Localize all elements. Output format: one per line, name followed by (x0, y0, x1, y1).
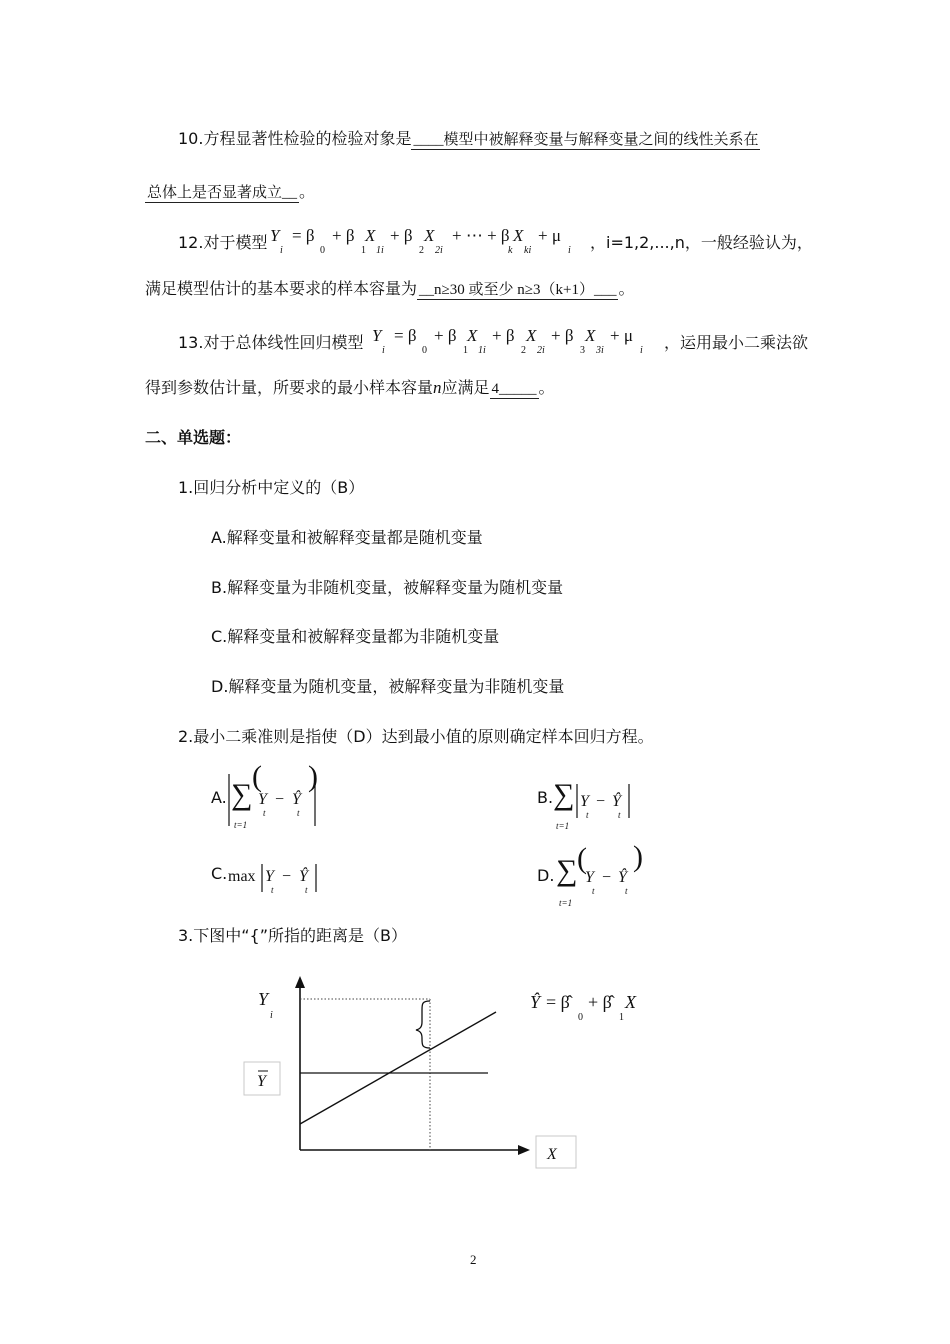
svg-text:∑: ∑ (231, 778, 253, 811)
ybar-label: Y (257, 1073, 266, 1090)
svg-text:1: 1 (463, 345, 468, 356)
svg-text:ki: ki (524, 245, 532, 256)
svg-text:−: − (602, 869, 612, 886)
y-subscript: i (270, 1010, 273, 1021)
svg-text:+ μ: + μ (610, 326, 633, 345)
svg-text:t=1: t=1 (556, 821, 570, 831)
brace-marker (416, 1001, 430, 1048)
q13-line2-suffix: 。 (538, 378, 555, 397)
svg-text:t=1: t=1 (234, 820, 248, 830)
svg-text:i: i (382, 345, 385, 356)
y-label: Y (258, 989, 269, 1009)
svg-text:3: 3 (580, 345, 585, 356)
svg-text:): ) (633, 842, 643, 873)
mc1-option-b: B.解释变量为非随机变量，被解释变量为随机变量 (211, 578, 564, 597)
svg-text:2: 2 (419, 245, 424, 256)
svg-text:+ β: + β (390, 226, 413, 245)
svg-text:i: i (280, 245, 283, 256)
mc1-option-c: C.解释变量和被解释变量都为非随机变量 (211, 627, 500, 646)
q10-suffix: 。 (299, 182, 316, 201)
q13-answer: 4_____ (491, 381, 537, 397)
svg-text:Y: Y (580, 793, 589, 810)
mc1-option-a: A.解释变量和被解释变量都是随机变量 (211, 528, 483, 547)
mc2-label-d: D. (537, 866, 555, 885)
svg-text:+ β: + β (332, 226, 355, 245)
mc2-formula-b (552, 772, 642, 834)
svg-text:+ β: + β (434, 326, 457, 345)
mc2-formula-a (226, 760, 331, 832)
svg-text:+ ⋯ + β: + ⋯ + β (452, 226, 510, 245)
svg-text:2: 2 (521, 345, 526, 356)
q13-model-formula (370, 320, 670, 360)
svg-text:X: X (513, 226, 524, 245)
q13-prefix: 13.对于总体线性回归模型 (178, 333, 364, 352)
svg-text:t: t (297, 808, 300, 818)
svg-text:0: 0 (578, 1012, 583, 1023)
svg-text:+ β̂: + β̂ (588, 992, 612, 1012)
svg-text:0: 0 (320, 245, 325, 256)
svg-text:−: − (282, 868, 292, 885)
y-axis-arrow (295, 976, 305, 988)
mc2-label-c: C. (211, 864, 228, 883)
svg-text:X: X (625, 992, 636, 1012)
svg-text:t: t (263, 808, 266, 818)
svg-text:Y: Y (258, 791, 267, 808)
q10-answer-line2: 总体上是否显著成立__ (147, 185, 298, 201)
q12-line1 (178, 233, 267, 253)
svg-text:i: i (568, 245, 571, 256)
svg-text:1: 1 (619, 1012, 624, 1023)
svg-text:Ŷ: Ŷ (618, 869, 627, 886)
svg-text:−: − (275, 791, 285, 808)
mc1-option-d: D.解释变量为随机变量，被解释变量为非随机变量 (211, 677, 565, 696)
svg-text:k: k (508, 245, 513, 256)
q13-line2-mid: 应满足 (441, 378, 490, 397)
svg-text:Ŷ: Ŷ (530, 992, 541, 1012)
svg-text:(: ( (577, 842, 587, 875)
svg-text:t: t (592, 886, 595, 896)
svg-text:Ŷ: Ŷ (299, 868, 308, 885)
q10-prefix: 10.方程显著性检验的检验对象是 (178, 129, 412, 148)
svg-text:X: X (365, 226, 376, 245)
svg-text:i: i (640, 345, 643, 356)
mc1-stem: 1.回归分析中定义的（B） (178, 478, 365, 497)
mc2-formula-c (228, 856, 328, 898)
q12-prefix: 12.对于模型 (178, 233, 268, 252)
svg-text:1: 1 (361, 245, 366, 256)
svg-text:= β: = β (394, 326, 417, 345)
svg-text:): ) (308, 760, 318, 793)
svg-text:Y: Y (585, 869, 594, 886)
svg-text:0: 0 (422, 345, 427, 356)
regression-equation (528, 985, 648, 1027)
svg-text:(: ( (252, 760, 262, 793)
page-number: 2 (470, 1252, 477, 1267)
svg-text:X: X (526, 326, 537, 345)
q12-model-formula (268, 220, 588, 260)
q12-answer: __n≥30 或至少 n≥3（k+1）___ (419, 282, 617, 298)
svg-text:2i: 2i (537, 345, 545, 356)
svg-text:X: X (585, 326, 596, 345)
svg-text:+ β: + β (551, 326, 574, 345)
mc2-formula-d (555, 842, 655, 912)
svg-text:Y: Y (372, 326, 382, 345)
svg-text:Ŷ: Ŷ (612, 793, 621, 810)
svg-text:−: − (596, 793, 606, 810)
x-axis-arrow (518, 1145, 530, 1155)
regression-line (300, 1012, 496, 1124)
svg-text:2i: 2i (435, 245, 443, 256)
section-heading: 二、单选题： (145, 428, 242, 447)
svg-text:X: X (424, 226, 435, 245)
q12-line2-suffix: 。 (618, 279, 635, 298)
svg-text:= β: = β (292, 226, 315, 245)
svg-text:t: t (271, 885, 274, 895)
svg-text:1i: 1i (376, 245, 384, 256)
svg-text:Y: Y (265, 868, 274, 885)
q10-answer-line1: ____模型中被解释变量与解释变量之间的线性关系在 (413, 132, 759, 148)
svg-text:t: t (305, 885, 308, 895)
svg-text:+ β: + β (492, 326, 515, 345)
mc3-stem: 3.下图中“{”所指的距离是（B） (178, 926, 408, 945)
svg-text:Y: Y (270, 226, 280, 245)
svg-text:t: t (625, 886, 628, 896)
q12-line2-prefix: 满足模型估计的基本要求的样本容量为 (145, 279, 418, 298)
svg-text:max: max (228, 868, 256, 885)
q13-suffix: ，运用最小二乘法欲 (664, 333, 809, 352)
svg-text:∑: ∑ (556, 854, 578, 887)
svg-text:+ μ: + μ (538, 226, 561, 245)
q13-n-symbol: n (433, 378, 442, 397)
mc2-stem: 2.最小二乘准则是指使（D）达到最小值的原则确定样本回归方程。 (178, 727, 654, 746)
svg-text:∑: ∑ (553, 778, 575, 811)
svg-text:X: X (467, 326, 478, 345)
svg-text:t=1: t=1 (559, 898, 573, 908)
svg-text:t: t (586, 810, 589, 820)
svg-text:= β̂: = β̂ (546, 992, 570, 1012)
mc2-label-a: A. (211, 788, 227, 807)
mc2-label-b: B. (537, 788, 554, 807)
svg-text:1i: 1i (478, 345, 486, 356)
svg-text:Ŷ: Ŷ (292, 791, 301, 808)
q12-suffix: ，i=1,2,...,n，一般经验认为， (590, 233, 813, 252)
svg-text:3i: 3i (596, 345, 604, 356)
svg-text:t: t (618, 810, 621, 820)
x-label: X (547, 1146, 557, 1163)
q13-line2-prefix: 得到参数估计量，所要求的最小样本容量 (145, 378, 434, 397)
